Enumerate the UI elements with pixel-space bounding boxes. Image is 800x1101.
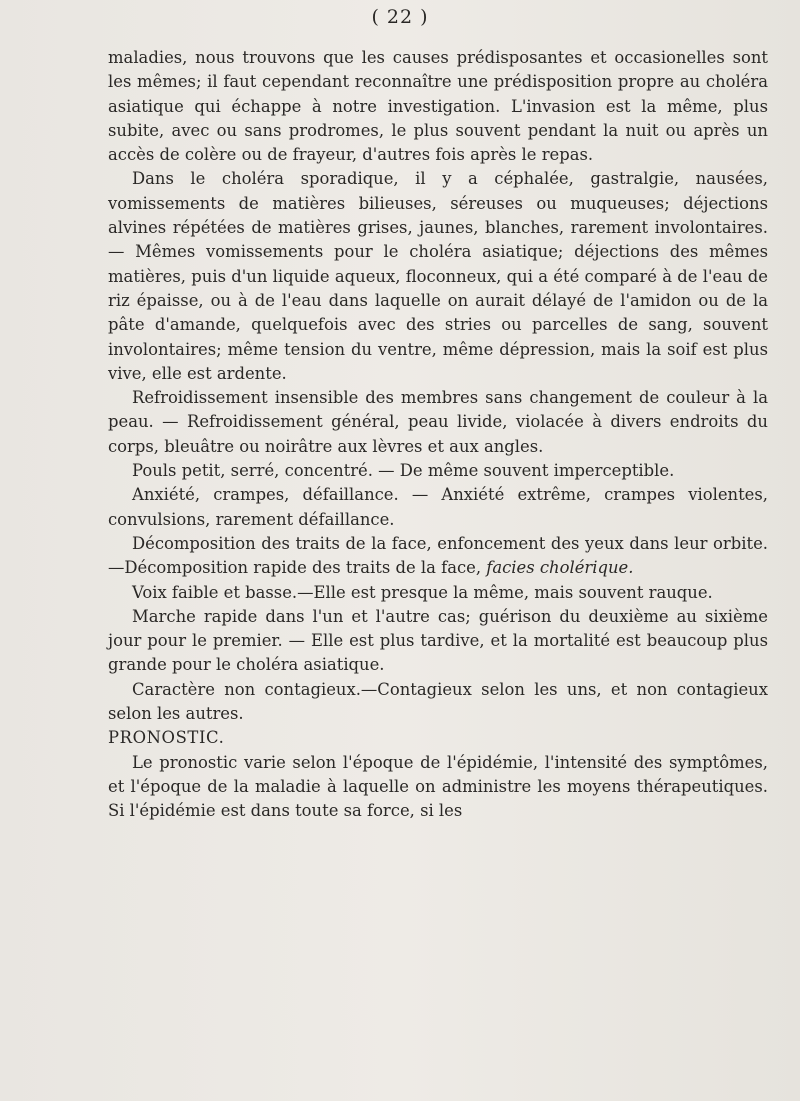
paragraph: Pouls petit, serré, concentré. — De même souvent imperceptible. — [132, 461, 675, 481]
page-number: ( 22 ) — [371, 6, 429, 28]
paragraph: Anxiété, crampes, défaillance. — Anxiété extrême, crampes violentes, convulsions, rarement défaillance. — [108, 485, 768, 529]
italic-term: facies cholérique. — [486, 558, 634, 578]
paragraph: Dans le choléra sporadique, il y a céphalée, gastralgie, nausées, vomissements de matières bilieuses, séreuses ou muqueuses; déjections alvines répétées de matières grises, jaunes, blanches, rarement involontaires. — Mêmes vomissements pour le choléra asiatique; déjections des mêmes matières, puis d'un liquide aqueux, floconneux, qui a été comparé à de l'eau de riz épaisse, ou à de l'eau dans laquelle on aurait délayé de l'amidon ou de la pâte d'amande, quelquefois avec des stries ou parcelles de sang, souvent involontaires; même tension du ventre, même dépression, mais la soif est plus vive, elle est ardente. — [108, 169, 768, 383]
paragraph: maladies, nous trouvons que les causes prédisposantes et occasionelles sont les mêmes; il faut cependant reconnaître une prédisposition propre au choléra asiatique qui échappe à notre investigation. L'invasion est la même, plus subite, avec ou sans prodromes, le plus souvent pendant la nuit ou après un accès de colère ou de frayeur, d'autres fois après le repas. — [108, 48, 768, 165]
paragraph: Marche rapide dans l'un et l'autre cas; guérison du deuxième au sixième jour pour le premier. — Elle est plus tardive, et la mortalité est beaucoup plus grande pour le choléra asiatique. — [108, 606, 768, 675]
paragraph: Caractère non contagieux.—Contagieux selon les uns, et non contagieux selon les autres. — [108, 679, 768, 724]
section-heading: PRONOSTIC. — [108, 728, 225, 748]
paragraph: Voix faible et basse.—Elle est presque la même, mais souvent rauque. — [132, 582, 713, 602]
body-text — [108, 46, 768, 824]
paragraph-text: Décomposition des traits de la face, enfoncement des yeux dans leur orbite.—Décomposition rapide des traits de la face, — [108, 533, 768, 578]
paragraph — [108, 532, 768, 581]
paragraph: Refroidissement insensible des membres sans changement de couleur à la peau. — Refroidissement général, peau livide, violacée à divers endroits du corps, bleuâtre ou noirâtre aux lèvres et aux angles. — [108, 388, 768, 456]
section-paragraph: Le pronostic varie selon l'époque de l'épidémie, l'intensité des symptômes, et l'époque de la maladie à laquelle on administre les moyens thérapeutiques. Si l'épidémie est dans toute sa force, si les — [108, 752, 768, 821]
